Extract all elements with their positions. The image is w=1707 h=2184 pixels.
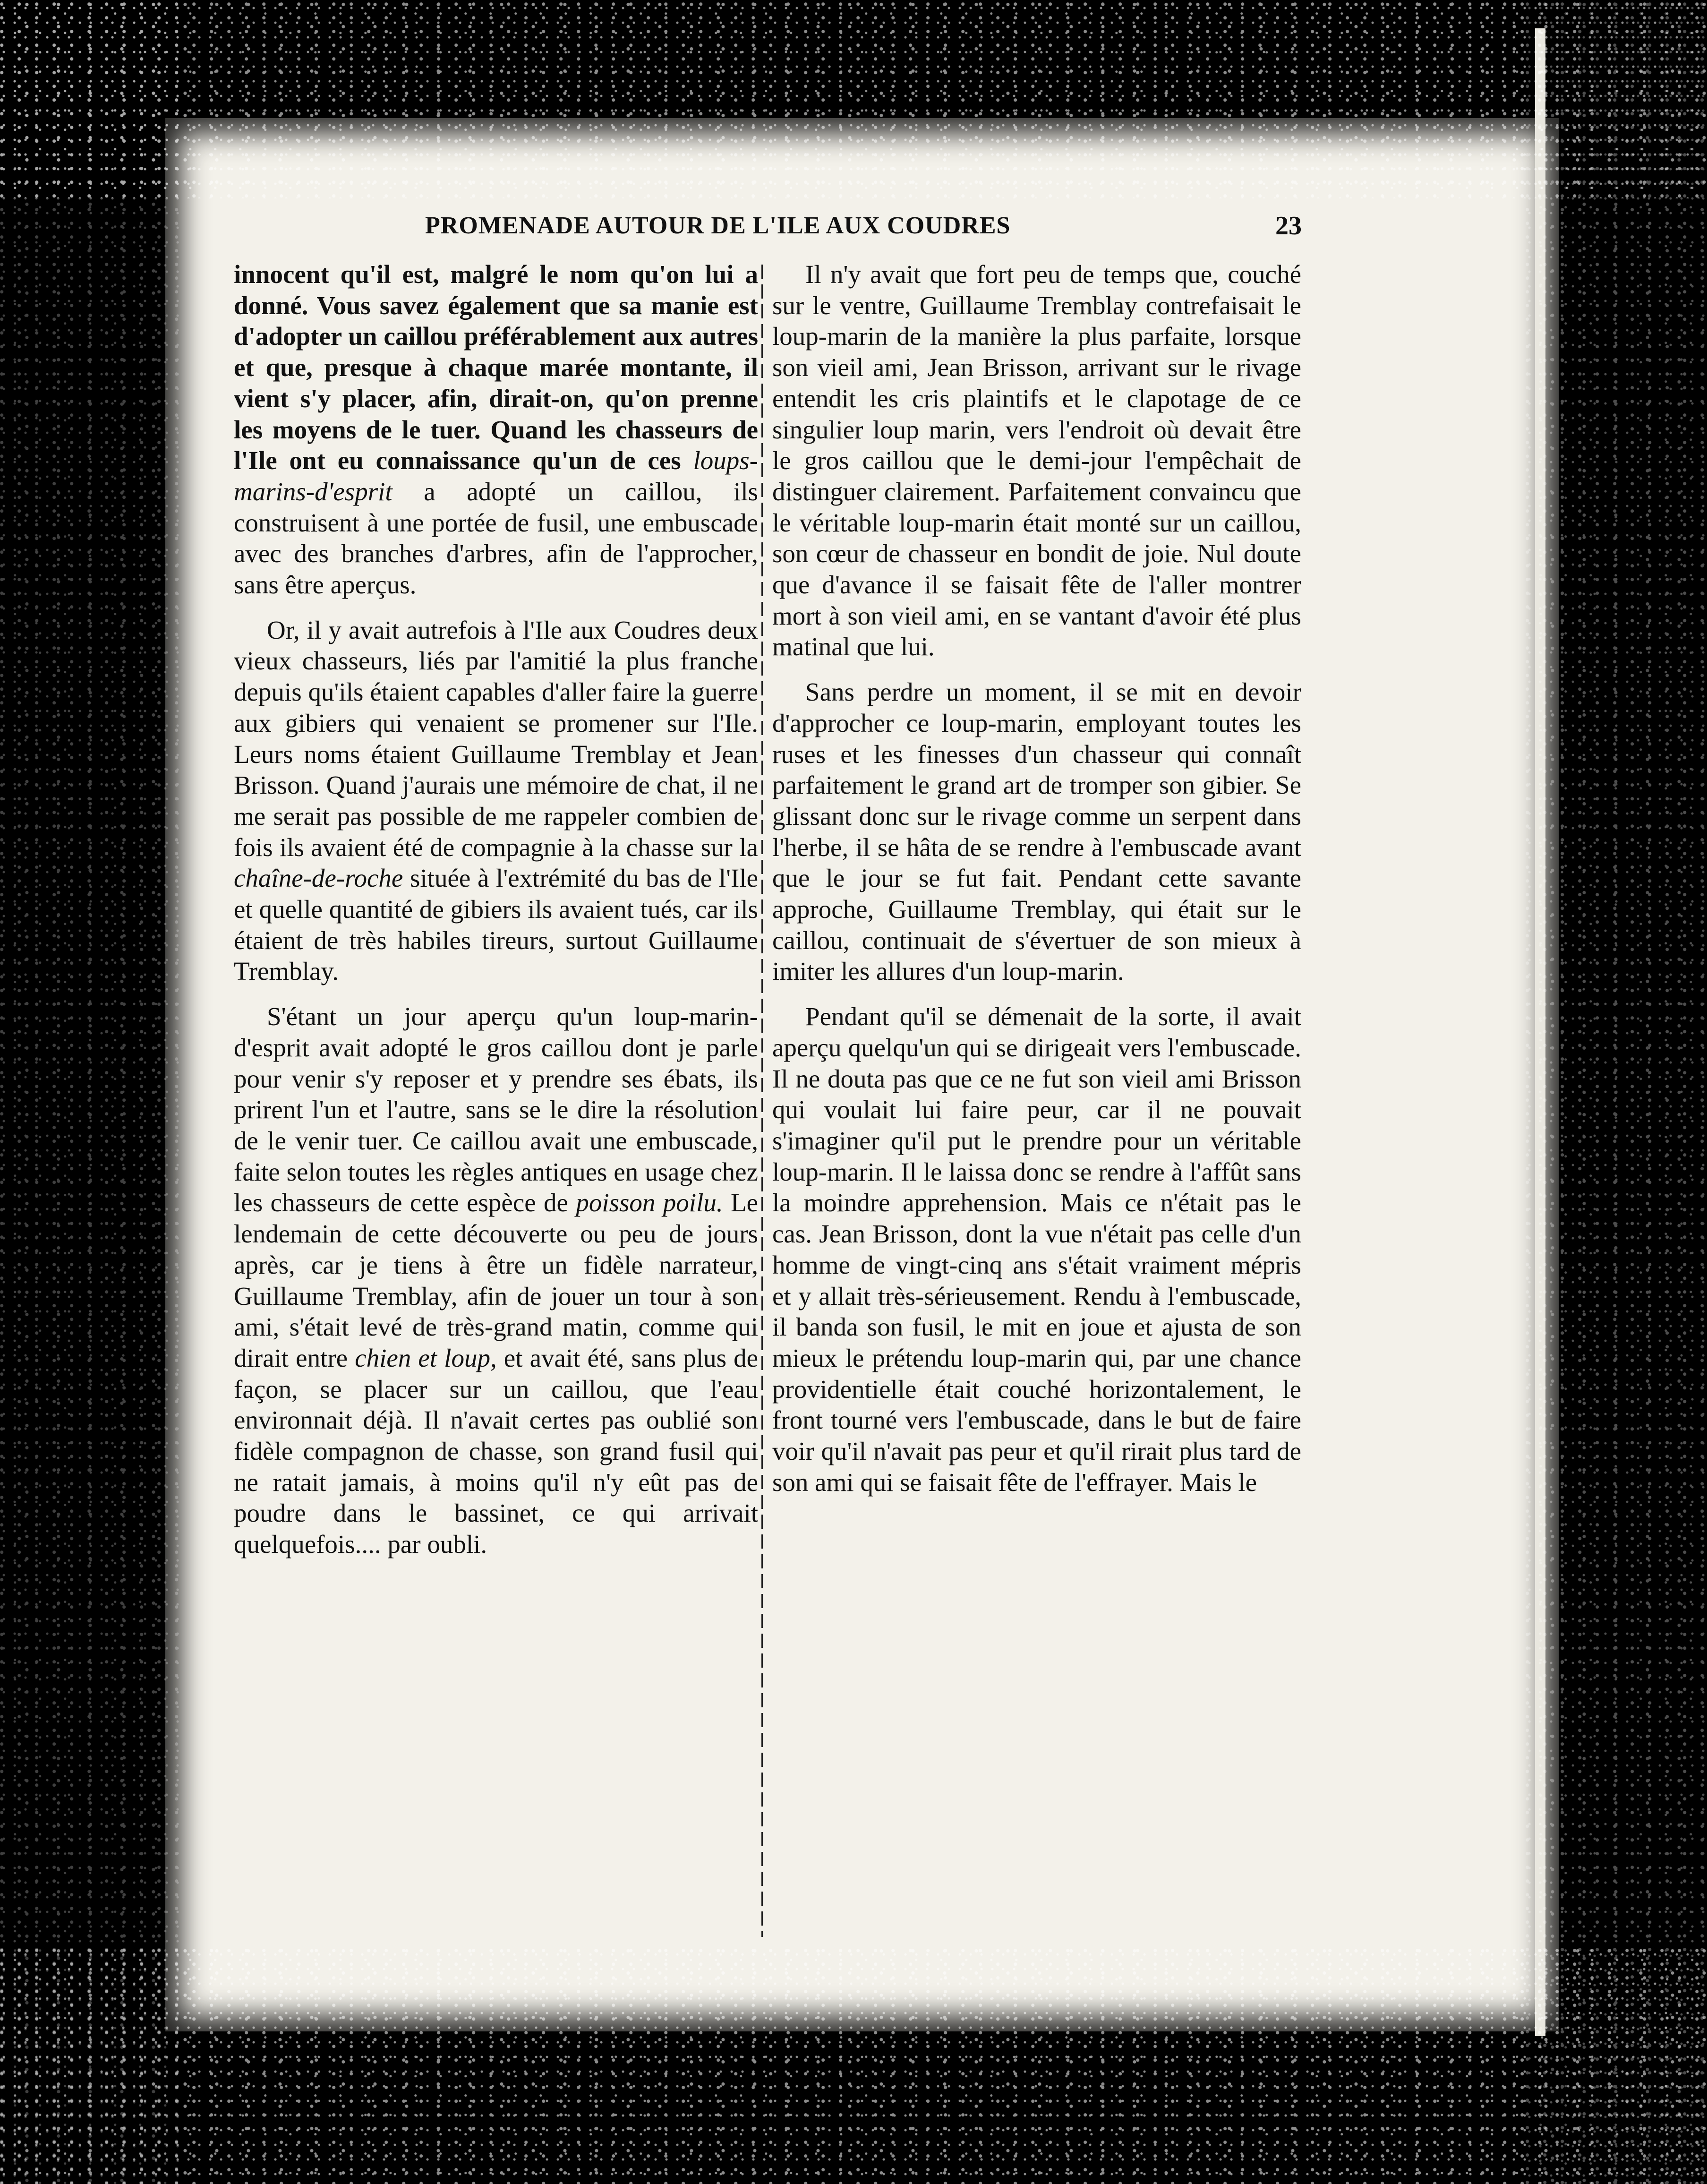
paragraph-text: innocent qu'il est, malgré le nom qu'on lui a donné. Vous savez également que sa manie est d'adopter un caillou préférablement aux autres et que, presque à chaque marée montante, il vient s'y placer, afin, dirait-on, qu'on prenne les moyens de le tuer. Quand les chasseurs de l'Ile ont eu connaissance qu'un de ces xyxy=(234,260,758,475)
paragraph-text: Le lendemain de cette découverte ou peu de jours après, car je tiens à être un fidèle narrateur, Guillaume Tremblay, afin de jouer un tour à son ami, s'était levé de très-grand matin, comme qui dirait entre xyxy=(234,1188,759,1372)
paragraph-text: Or, il y avait autrefois à l'Ile aux Coudres deux vieux chasseurs, liés par l'amitié la plus franche depuis qu'ils étaient capables d'aller faire la guerre aux gibiers qui venaient se promener sur l'Ile. Leurs noms étaient Guillaume Tremblay et Jean Brisson. Quand j'aurais une mémoire de chat, il ne me serait pas possible de me rappeler combien de fois ils avaient été de compagnie à la chasse sur la xyxy=(234,615,758,862)
paragraph xyxy=(772,259,1301,662)
paragraph-text: a adopté un caillou, ils construisent à une portée de fusil, une embuscade avec des branches d'arbres, afin de l'approcher, sans être aperçus. xyxy=(234,477,758,600)
column-divider xyxy=(761,265,763,1937)
right-column xyxy=(772,259,1301,1512)
italic-term: chien et loup, xyxy=(355,1343,497,1372)
paragraph-text: S'étant un jour aperçu qu'un loup-marin-d'esprit avait adopté le gros caillou dont je parle pour venir s'y reposer et y prendre ses ébats, ils prirent l'un et l'autre, sans se le dire la résolution de le venir tuer. Ce caillou avait une embuscade, faite selon toutes les règles antiques en usage chez les chasseurs de cette espèce de xyxy=(234,1002,758,1217)
paragraph xyxy=(234,615,758,987)
paragraph-text: Il n'y avait que fort peu de temps que, couché sur le ventre, Guillaume Tremblay contrefaisait le loup-marin de la manière la plus parfaite, lorsque son vieil ami, Jean Brisson, arrivant sur le rivage entendit les cris plaintifs et le clapotage de ce singulier loup marin, vers l'endroit où devait être le gros caillou que le demi-jour l'empêchait de distinguer clairement. Parfaitement convaincu que le véritable loup-marin était monté sur un caillou, son cœur de chasseur en bondit de joie. Nul doute que d'avance il se faisait fête de l'aller montrer mort à son vieil ami, en se vantant d'avoir été plus matinal que lui. xyxy=(772,260,1301,661)
page-edge xyxy=(1535,28,1545,2036)
running-title: PROMENADE AUTOUR DE L'ILE AUX COUDRES xyxy=(425,212,1011,239)
italic-term: loups-marins-d'esprit xyxy=(234,446,758,506)
paragraph xyxy=(234,1001,758,1560)
left-column xyxy=(234,259,758,1574)
paragraph xyxy=(772,1001,1301,1498)
paragraph xyxy=(234,259,758,600)
italic-term: chaîne-de-roche xyxy=(234,864,403,893)
paragraph-text: Pendant qu'il se démenait de la sorte, il avait aperçu quelqu'un qui se dirigeait vers l'embuscade. Il ne douta pas que ce ne fut son vieil ami Brisson qui voulait lui faire peur, car il ne pouvait s'imaginer qu'il put le prendre pour un véritable loup-marin. Il le laissa donc se rendre à l'affût sans la moindre apprehension. Mais ce n'était pas le cas. Jean Brisson, dont la vue n'était pas celle d'un homme de vingt-cinq ans s'était vraiment mépris et y allait très-sérieusement. Rendu à l'embuscade, il banda son fusil, le mit en joue et ajusta de son mieux le prétendu loup-marin qui, par une chance providentielle était couché horizontalement, le front tourné vers l'embuscade, dans le but de faire voir qu'il n'avait pas peur et qu'il rirait plus tard de son ami qui se faisait fête de l'effrayer. Mais le xyxy=(772,1002,1301,1497)
paragraph-text: Sans perdre un moment, il se mit en devoir d'approcher ce loup-marin, employant toutes les ruses et les finesses d'un chasseur qui connaît parfaitement le grand art de tromper son gibier. Se glissant donc sur le rivage comme un serpent dans l'herbe, il se hâta de se rendre à l'embuscade avant que le jour se fut fait. Pendant cette savante approche, Guillaume Tremblay, qui était sur le caillou, continuait de s'évertuer de son mieux à imiter les allures d'un loup-marin. xyxy=(772,677,1301,986)
italic-term: poisson poilu. xyxy=(576,1188,723,1217)
paragraph-text: située à l'extrémité du bas de l'Ile et quelle quantité de gibiers ils avaient tués, car ils étaient de très habiles tireurs, surtout Guillaume Tremblay. xyxy=(234,864,758,986)
paragraph-text: et avait été, sans plus de façon, se placer sur un caillou, que l'eau environnait déjà. Il n'avait certes pas oublié son fidèle compagnon de chasse, son grand fusil qui ne ratait jamais, à moins qu'il n'y eût pas de poudre dans le bassinet, ce qui arrivait quelquefois.... par oubli. xyxy=(234,1343,759,1559)
paragraph xyxy=(772,677,1301,987)
page-number: 23 xyxy=(1275,211,1302,240)
